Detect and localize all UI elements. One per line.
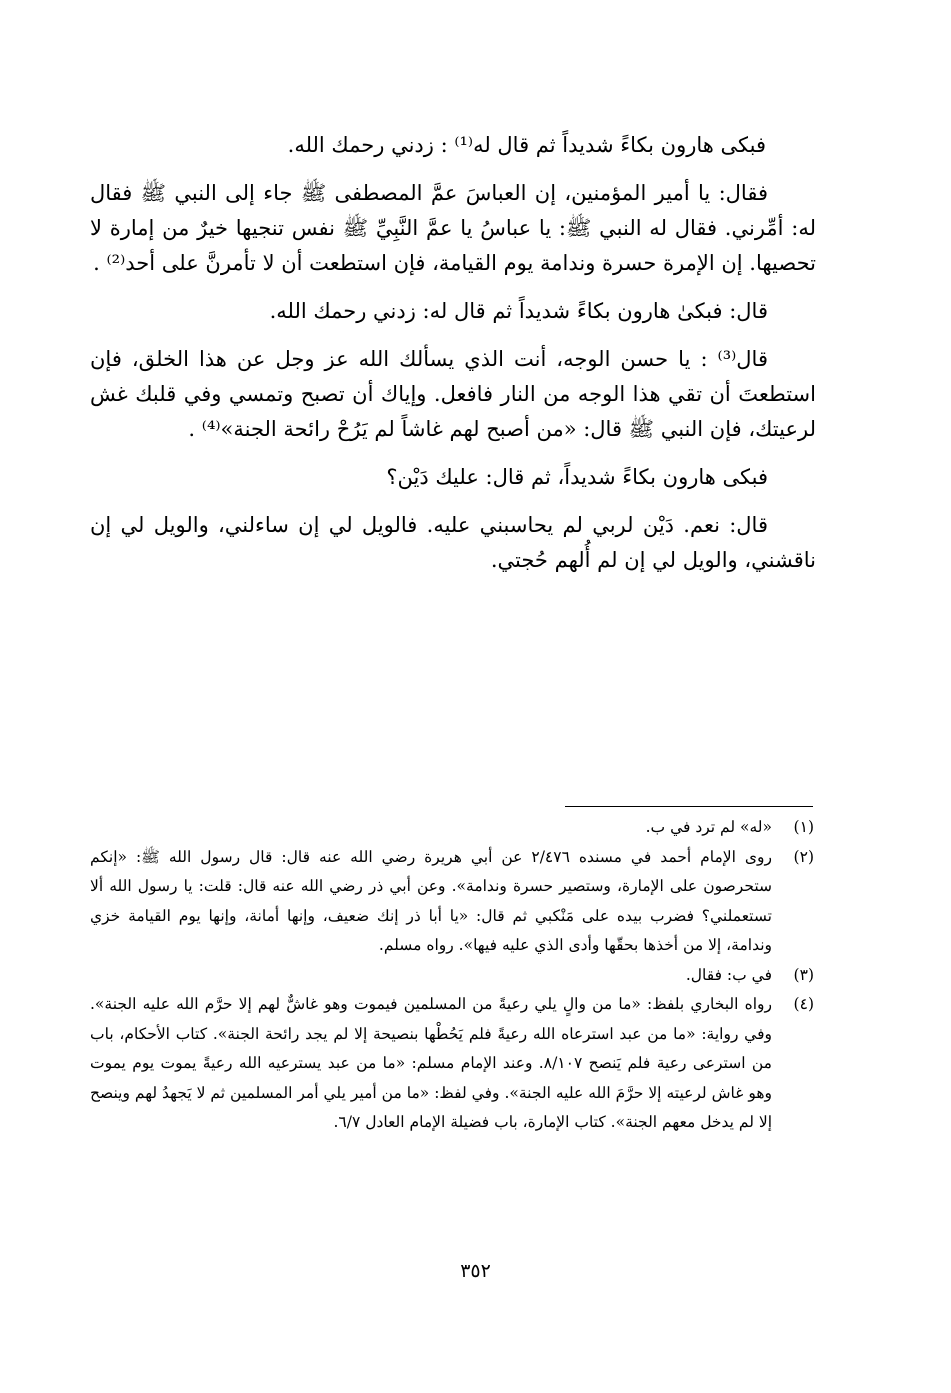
footnote-text: «له» لم ترد في ب. [645, 818, 772, 836]
paragraph-5: فبكى هارون بكاءً شديداً، ثم قال: عليك دَيْن؟ [386, 465, 768, 489]
paragraph-3: قال: فبكىٰ هارون بكاءً شديداً ثم قال له: زدني رحمك الله. [269, 299, 768, 323]
footnote-number: (٣) [793, 965, 814, 984]
main-text [90, 128, 816, 591]
footnote-number: (١) [793, 818, 814, 836]
footnote-text: رواه البخاري بلفظ: «ما من والٍ يلي رعيةً من المسلمين فيموت وهو غاشٌّ لهم إلا حرَّم الله عليه الجنة». وفي رواية: «ما من عبد استرعاه الله رعيةً فلم يَحُطْها بنصيحة إلا لم يجد رائحة الجنة». كتاب الأحكام، باب من استرعى رعية فلم يَنصح ٨/١٠٧. وعند الإمام مسلم: «ما من عبد يسترعيه الله رعيةً يموت يوم يموت وهو غاش لرعيته إلا حرَّمَ الله عليه الجنة». وفي لفظ: «ما من أمير يلي أمر المسلمين ثم لا يَجهدُ لهم وينصح إلا لم يدخل معهم الجنة». كتاب الإمارة، باب فضيلة الإمام العادل ٦/٧. [90, 995, 772, 1131]
footnotes [90, 813, 814, 1138]
footnote-text: روى الإمام أحمد في مسنده ٢/٤٧٦ عن أبي هريرة رضي الله عنه قال: قال رسول الله ﷺ: «إنكم ستحرصون على الإمارة، وستصير حسرة وندامة». وعن أبي ذر رضي الله عنه قال: قلت: يا رسول الله ألا تستعملني؟ فضرب بيده على مَنْكبي ثم قال: «يا أبا ذر إنك ضعيف، وإنها أمانة، وإنها يوم القيامة خزي وندامة، إلا من أخذها بحقّها وأدى الذي عليه فيها». رواه مسلم. [90, 847, 773, 954]
page-number: ٣٥٢ [460, 1260, 491, 1282]
paragraph-2: فقال: يا أمير المؤمنين، إن العباسَ عمَّ المصطفى ﷺ جاء إلى النبي ﷺ فقال له: أمِّرني. فقال له النبي ﷺ: يا عباسُ يا عمَّ النَّبِيِّ ﷺ نفس تنجيها خيرٌ من إمارة لا تحصيها. إن الإمرة حسرة وندامة يوم القيامة، فإن استطعت أن لا تأمرنَّ على أحد⁽²⁾ . [90, 181, 816, 275]
footnote-number: (٤) [793, 995, 814, 1013]
footnote-text: في ب: فقال. [685, 965, 772, 984]
footnote-4 [90, 990, 814, 1138]
footnote-separator [565, 806, 813, 807]
paragraph-6: قال: نعم. دَيْن لربي لم يحاسبني عليه. فالويل لي إن ساءلني، والويل لي إن ناقشني، والويل لي إن لم أُلهم حُجتي. [90, 513, 816, 572]
paragraph-4: قال⁽³⁾ : يا حسن الوجه، أنت الذي يسألك الله عز وجل عن هذا الخلق، فإن استطعتَ أن تقي هذا الوجه من النار فافعل. وإياك أن تصبح وتمسي وفي قلبك غش لرعيتك، فإن النبي ﷺ قال: «من أصبح لهم غاشاً لم يَرُحْ رائحة الجنة»⁽⁴⁾ . [90, 347, 816, 441]
paragraph-1: فبكى هارون بكاءً شديداً ثم قال له⁽¹⁾ : زدني رحمك الله. [287, 133, 766, 157]
footnote-3 [90, 961, 814, 991]
footnote-1 [90, 813, 814, 843]
footnote-number: (٢) [793, 847, 814, 866]
footnote-2 [90, 843, 814, 961]
